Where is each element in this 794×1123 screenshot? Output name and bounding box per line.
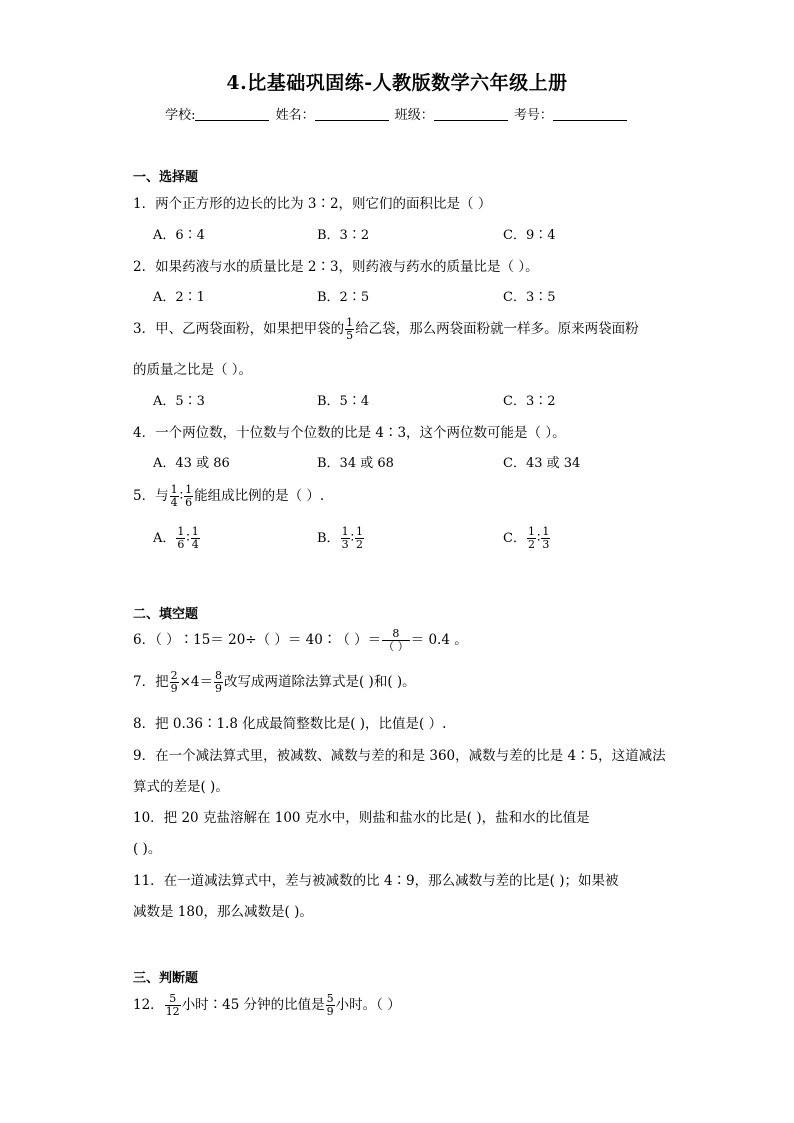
class-label: 班级： [394,108,434,123]
q3-option-c[interactable]: C．3∶2 [503,394,556,409]
q5-fraction-2: $\frac{1}{6}$ [185,483,193,509]
q4-option-c[interactable]: C．43 或 34 [503,456,581,471]
question-10-line2: ( )。 [133,841,162,857]
name-label: 姓名： [275,108,315,123]
worksheet-title: 4.比基础巩固练-人教版数学六年级上册 [226,72,568,94]
q2-option-b[interactable]: B．2∶5 [317,290,370,305]
question-6: 6．（ ）∶15＝ 20÷（ ）＝ 40∶（ ）＝ 8 （ ） ＝ 0.4 。 [133,627,468,653]
q5-fraction-1: $\frac{1}{4}$ [170,483,178,509]
q2-option-a[interactable]: A．2∶1 [153,290,205,305]
q5-option-c[interactable]: C． $\frac{1}{2}$ ∶ $\frac{1}{3}$ [503,525,550,551]
question-5: 5．与 $\frac{1}{4}$ ∶ $\frac{1}{6}$ 能组成比例的是（ ）. [133,483,325,509]
section-title-judge: 三、判断题 [133,971,199,986]
question-12: 12． $\frac{5}{12}$ 小时∶45 分钟的比值是 $\frac{5}{9}$ 小时。（ ） [133,992,401,1018]
exam-no-label: 考号： [513,108,553,123]
question-9-line2: 算式的差是( )。 [133,779,229,795]
question-3-line2: 的质量之比是（ ）。 [133,362,253,378]
student-info-row [0,104,794,123]
q1-option-a[interactable]: A．6∶4 [153,228,205,243]
school-blank[interactable] [195,107,269,121]
q3-option-b[interactable]: B．5∶4 [317,394,370,409]
q2-option-c[interactable]: C．3∶5 [503,290,556,305]
question-10: 10．把 20 克盐溶解在 100 克水中，则盐和盐水的比是( )，盐和水的比值是 [133,810,590,826]
section-title-fill: 二、填空题 [133,607,199,622]
school-label: 学校: [165,108,196,123]
question-4: 4．一个两位数，十位数与个位数的比是 4∶3，这个两位数可能是（ ）。 [133,425,566,441]
name-blank[interactable] [315,107,389,121]
question-3 [133,317,639,342]
q5-text-pre: 5．与 [133,488,169,504]
question-8: 8．把 0.36∶1.8 化成最简整数比是( )，比值是( ）. [133,716,447,732]
q3-text-pre: 3．甲、乙两袋面粉，如果把甲袋的 [133,321,345,337]
class-blank[interactable] [434,107,508,121]
q4-option-a[interactable]: A．43 或 86 [153,456,230,471]
q5-option-b[interactable]: B． $\frac{1}{3}$ ∶ $\frac{1}{2}$ [317,525,363,551]
question-2: 2．如果药液与水的质量比是 2∶3，则药液与药水的质量比是（ ）。 [133,259,539,275]
section-title-choice: 一、选择题 [133,170,199,185]
question-7: 7．把 $\frac{2}{9}$ ×4＝ $\frac{8}{9}$ 改写成两道除法算式是( )和( )。 [133,669,416,695]
q3-text-post: 给乙袋，那么两袋面粉就一样多。原来两袋面粉 [355,321,639,337]
q1-option-b[interactable]: B．3∶2 [317,228,370,243]
question-11-line2: 减数是 180，那么减数是( )。 [133,904,313,920]
q5-text-post: 能组成比例的是（ ）. [194,488,325,504]
q6-fraction: 8 （ ） [383,627,409,653]
q3-option-a[interactable]: A．5∶3 [153,394,205,409]
question-9: 9．在一个减法算式里，被减数、减数与差的和是 360，减数与差的比是 4∶5，这道减法 [133,748,666,764]
q5-option-a[interactable]: A． $\frac{1}{6}$ ∶ $\frac{1}{4}$ [153,525,199,551]
q1-option-c[interactable]: C．9∶4 [503,228,556,243]
question-11: 11．在一道减法算式中，差与被减数的比 4∶9，那么减数与差的比是( )；如果被 [133,873,619,889]
question-1: 1．两个正方形的边长的比为 3∶2，则它们的面积比是（ ） [133,196,492,212]
exam-no-blank[interactable] [553,107,627,121]
q4-option-b[interactable]: B．34 或 68 [317,456,394,471]
q3-fraction: $\frac{1}{5}$ [346,316,354,342]
